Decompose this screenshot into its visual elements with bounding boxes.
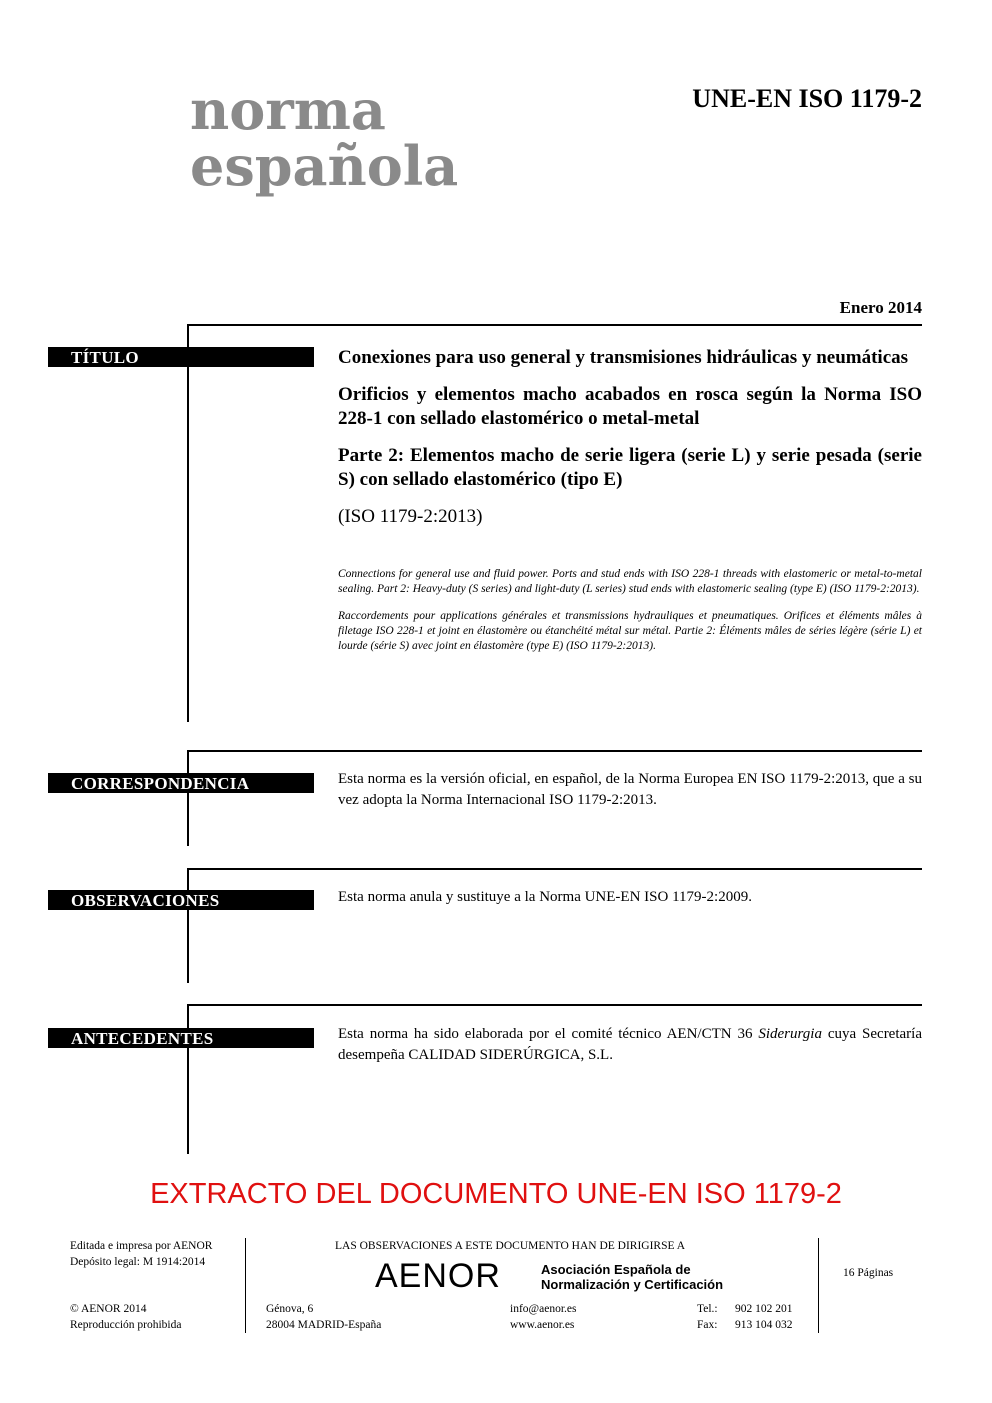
title-spanish-3: Parte 2: Elementos macho de serie ligera (serie L) y serie pesada (serie S) con sellado elastomérico (tipo E) [338,445,922,490]
footer-edited: Editada e impresa por AENOR [70,1240,213,1252]
label-correspondencia: CORRESPONDENCIA [48,773,314,793]
footer-divider-right [818,1238,819,1333]
footer-contact-phone [697,1301,793,1333]
footer-divider-left [245,1238,246,1333]
label-observaciones: OBSERVACIONES [48,890,314,910]
brand-title [190,78,459,198]
divider-correspondencia [187,750,922,752]
aenor-name-line-1: Asociación Española de [541,1262,691,1277]
brand-line-2: española [190,134,459,198]
publication-date: Enero 2014 [839,298,922,317]
footer-copyright-info [70,1301,181,1333]
standard-code: UNE-EN ISO 1179-2 [692,84,922,113]
vertical-rule-antecedentes [187,1004,189,1154]
title-spanish-2: Orificios y elementos macho acabados en rosca según la Norma ISO 228-1 con sellado elastomérico o metal-metal [338,384,922,429]
footer-reproduction: Reproducción prohibida [70,1319,182,1331]
footer-copyright: © AENOR 2014 [70,1303,147,1315]
titulo-content [338,346,922,666]
footer-edition-info [70,1238,212,1270]
footer-tel-row [697,1301,793,1317]
footer-tel-label: Tel.: [697,1303,718,1315]
label-antecedentes: ANTECEDENTES [48,1028,314,1048]
vertical-rule-titulo [187,324,189,722]
divider-observaciones [187,868,922,870]
footer-deposit: Depósito legal: M 1914:2014 [70,1256,206,1268]
divider-titulo [187,324,922,326]
title-french: Raccordements pour applications générales et transmissions hydrauliques et pneumatiques. Orifices et éléments mâles à filetage ISO 228-1 et joint en élastomère ou étanchéité métal sur métal. Partie 2: Éléments mâles de séries légère (série L) et lourde (série S) avec joint en élastomère (type E) (ISO 1179-2:2013). [338,610,922,652]
footer-page-count: 16 Páginas [843,1267,894,1279]
footer-fax-label: Fax: [697,1319,718,1331]
footer-contact-online [510,1301,576,1333]
footer-address-line-1: Génova, 6 [266,1303,314,1315]
footer-web[interactable]: www.aenor.es [510,1319,575,1331]
brand-line-1: norma [190,78,386,142]
footer-observations-notice: LAS OBSERVACIONES A ESTE DOCUMENTO HAN DE DIRIGIRSE A [335,1240,686,1252]
observaciones-text: Esta norma anula y sustituye a la Norma UNE-EN ISO 1179-2:2009. [338,889,752,905]
iso-reference: (ISO 1179-2:2013) [338,506,483,527]
divider-antecedentes [187,1004,922,1006]
antecedentes-text [338,1024,922,1066]
label-titulo: TÍTULO [48,347,314,367]
footer-address [266,1301,381,1333]
footer-fax-row [697,1317,793,1333]
footer-fax: 913 104 032 [735,1319,793,1331]
vertical-rule-correspondencia [187,750,189,846]
title-english: Connections for general use and fluid power. Ports and stud ends with ISO 228-1 threads with elastomeric or metal-to-metal sealing. Part 2: Heavy-duty (S series) and light-duty (L series) stud ends with elastomeric sealing (type E) (ISO 1179-2:2013). [338,568,922,595]
antecedentes-committee-name: Siderurgia [758,1026,822,1042]
correspondencia-text: Esta norma es la versión oficial, en español, de la Norma Europea EN ISO 1179-2:2013, que a su vez adopta la Norma Internacional ISO 1179-2:2013. [338,771,922,808]
footer-email[interactable]: info@aenor.es [510,1303,577,1315]
footer-address-line-2: 28004 MADRID-España [266,1319,382,1331]
vertical-rule-observaciones [187,868,189,983]
antecedentes-text-end: cuya Secretaría desempeña CALIDAD SIDERÚRGICA, S.L. [338,1026,922,1063]
aenor-name-line-2: Normalización y Certificación [541,1277,724,1292]
antecedentes-text-start: Esta norma ha sido elaborada por el comité técnico AEN/CTN 36 [338,1026,759,1042]
title-spanish-1: Conexiones para uso general y transmisiones hidráulicas y neumáticas [338,347,909,368]
aenor-full-name [541,1262,723,1292]
footer-tel: 902 102 201 [735,1303,793,1315]
extract-banner: EXTRACTO DEL DOCUMENTO UNE-EN ISO 1179-2 [150,1178,842,1210]
aenor-logo: AENOR [375,1257,501,1295]
